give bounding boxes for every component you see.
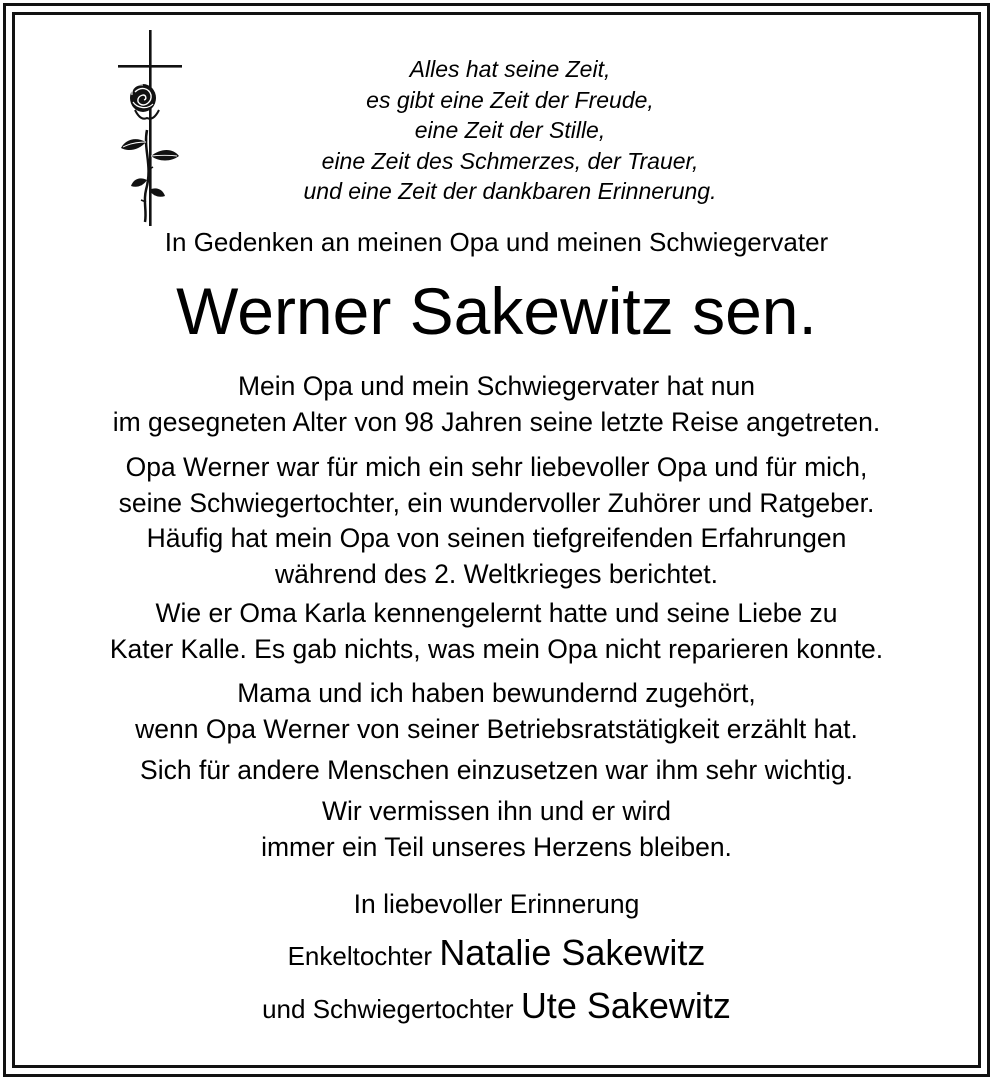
text-line: Wir vermissen ihn und er wird xyxy=(321,796,672,826)
poem-line: eine Zeit des Schmerzes, der Trauer, xyxy=(321,147,699,174)
paragraph-3 xyxy=(0,596,993,667)
text-line: wenn Opa Werner von seiner Betriebsratstätigkeit erzählt hat. xyxy=(135,713,858,744)
paragraph-4 xyxy=(0,676,993,747)
signature-role: und Schwiegertochter xyxy=(262,994,521,1024)
text-line: Mama und ich haben bewundernd zugehört, xyxy=(237,678,756,708)
poem xyxy=(200,54,820,207)
signature-granddaughter xyxy=(0,932,993,974)
deceased-name: Werner Sakewitz sen. xyxy=(176,274,817,348)
signature-name: Natalie Sakewitz xyxy=(439,932,706,973)
signature-daughter-in-law xyxy=(0,985,993,1027)
text-line: im gesegneten Alter von 98 Jahren seine letzte Reise angetreten. xyxy=(112,406,881,437)
text-line: seine Schwiegertochter, ein wundervoller Zuhörer und Ratgeber. xyxy=(118,487,875,518)
text-line: Wie er Oma Karla kennengelernt hatte und seine Liebe zu xyxy=(155,598,838,628)
poem-line: eine Zeit der Stille, xyxy=(414,117,606,143)
text-line: Mein Opa und mein Schwiegervater hat nun xyxy=(237,371,756,401)
paragraph-2 xyxy=(0,450,993,592)
poem-line: es gibt eine Zeit der Freude, xyxy=(366,86,654,113)
signature-role: Enkeltochter xyxy=(287,941,440,971)
paragraph-5 xyxy=(0,753,993,789)
text-line: Kater Kalle. Es gab nichts, was mein Opa nicht reparieren konnte. xyxy=(109,633,884,664)
closing-line: In liebevoller Erinnerung xyxy=(353,889,640,919)
cross-with-rose-icon xyxy=(113,30,189,226)
text-line: immer ein Teil unseres Herzens bleiben. xyxy=(261,831,732,862)
paragraph-1 xyxy=(0,369,993,440)
poem-line: und eine Zeit der dankbaren Erinnerung. xyxy=(303,178,717,204)
text-line: Sich für andere Menschen einzusetzen war ihm sehr wichtig. xyxy=(140,755,853,785)
signature-name: Ute Sakewitz xyxy=(520,985,731,1026)
paragraph-6 xyxy=(0,794,993,865)
text-line: Häufig hat mein Opa von seinen tiefgreifenden Erfahrungen xyxy=(146,523,847,553)
poem-line: Alles hat seine Zeit, xyxy=(409,56,611,82)
text-line: während des 2. Weltkrieges berichtet. xyxy=(275,558,718,589)
text-line: Opa Werner war für mich ein sehr liebevoller Opa und für mich, xyxy=(125,452,868,482)
intro-line: In Gedenken an meinen Opa und meinen Schwiegervater xyxy=(164,227,829,257)
